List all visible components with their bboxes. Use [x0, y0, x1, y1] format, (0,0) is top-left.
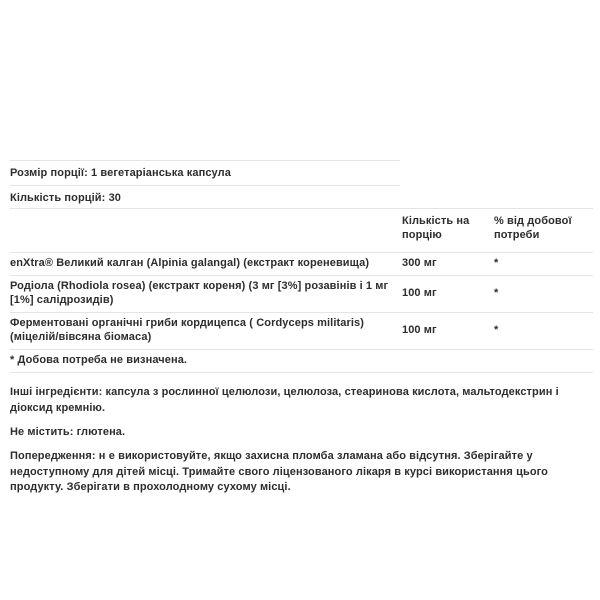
- ingredient-amount: 300 мг: [402, 252, 494, 275]
- other-ingredients-text: Інші інгредієнти: капсула з рослинної целюлози, целюлоза, стеаринова кислота, мальтодекстрин і діоксид кремнію.: [10, 386, 559, 414]
- ingredient-name: enXtra® Великий калган (Alpinia galangal) (екстракт кореневища): [10, 252, 402, 275]
- daily-value-footnote: * Добова потреба не визначена.: [10, 349, 593, 372]
- ingredient-amount: 100 мг: [402, 276, 494, 313]
- ingredient-daily-value: *: [494, 252, 593, 275]
- ingredient-amount: 100 мг: [402, 313, 494, 350]
- header-spacer-cell: [10, 209, 402, 253]
- ingredient-name: Ферментовані органічні гриби кордицепса ( Cordyceps militaris) (міцелій/вівсяна біомаса): [10, 313, 402, 350]
- ingredient-row: [10, 313, 593, 350]
- facts-header-row: [10, 209, 593, 253]
- serving-size-row: Розмір порції: 1 вегетаріанська капсула: [10, 160, 400, 185]
- servings-count-row: Кількість порцій: 30: [10, 185, 400, 208]
- free-of-text: Не містить: глютена.: [10, 425, 126, 438]
- supplement-facts-panel: [10, 160, 593, 496]
- ingredient-name: Родіола (Rhodiola rosea) (екстракт кореня) (3 мг [3%] розавінів і 1 мг [1%] салідрозидів): [10, 276, 402, 313]
- ingredient-daily-value: *: [494, 276, 593, 313]
- ingredient-daily-value: *: [494, 313, 593, 350]
- warning-text: Попередження: н е використовуйте, якщо захисна пломба зламана або відсутня. Зберігайте у недоступному для дітей місці. Тримайте свого ліцензованого лікаря в курсі використання цього продукту. Зберігати в прохолодному сухому місці.: [10, 450, 548, 494]
- column-header-daily-value: % від добової потреби: [494, 215, 572, 242]
- ingredient-row: [10, 252, 593, 275]
- column-header-amount: Кількість на порцію: [402, 215, 470, 242]
- ingredient-row: [10, 276, 593, 313]
- supplement-facts-table: [10, 208, 593, 373]
- daily-value-footnote-row: [10, 349, 593, 372]
